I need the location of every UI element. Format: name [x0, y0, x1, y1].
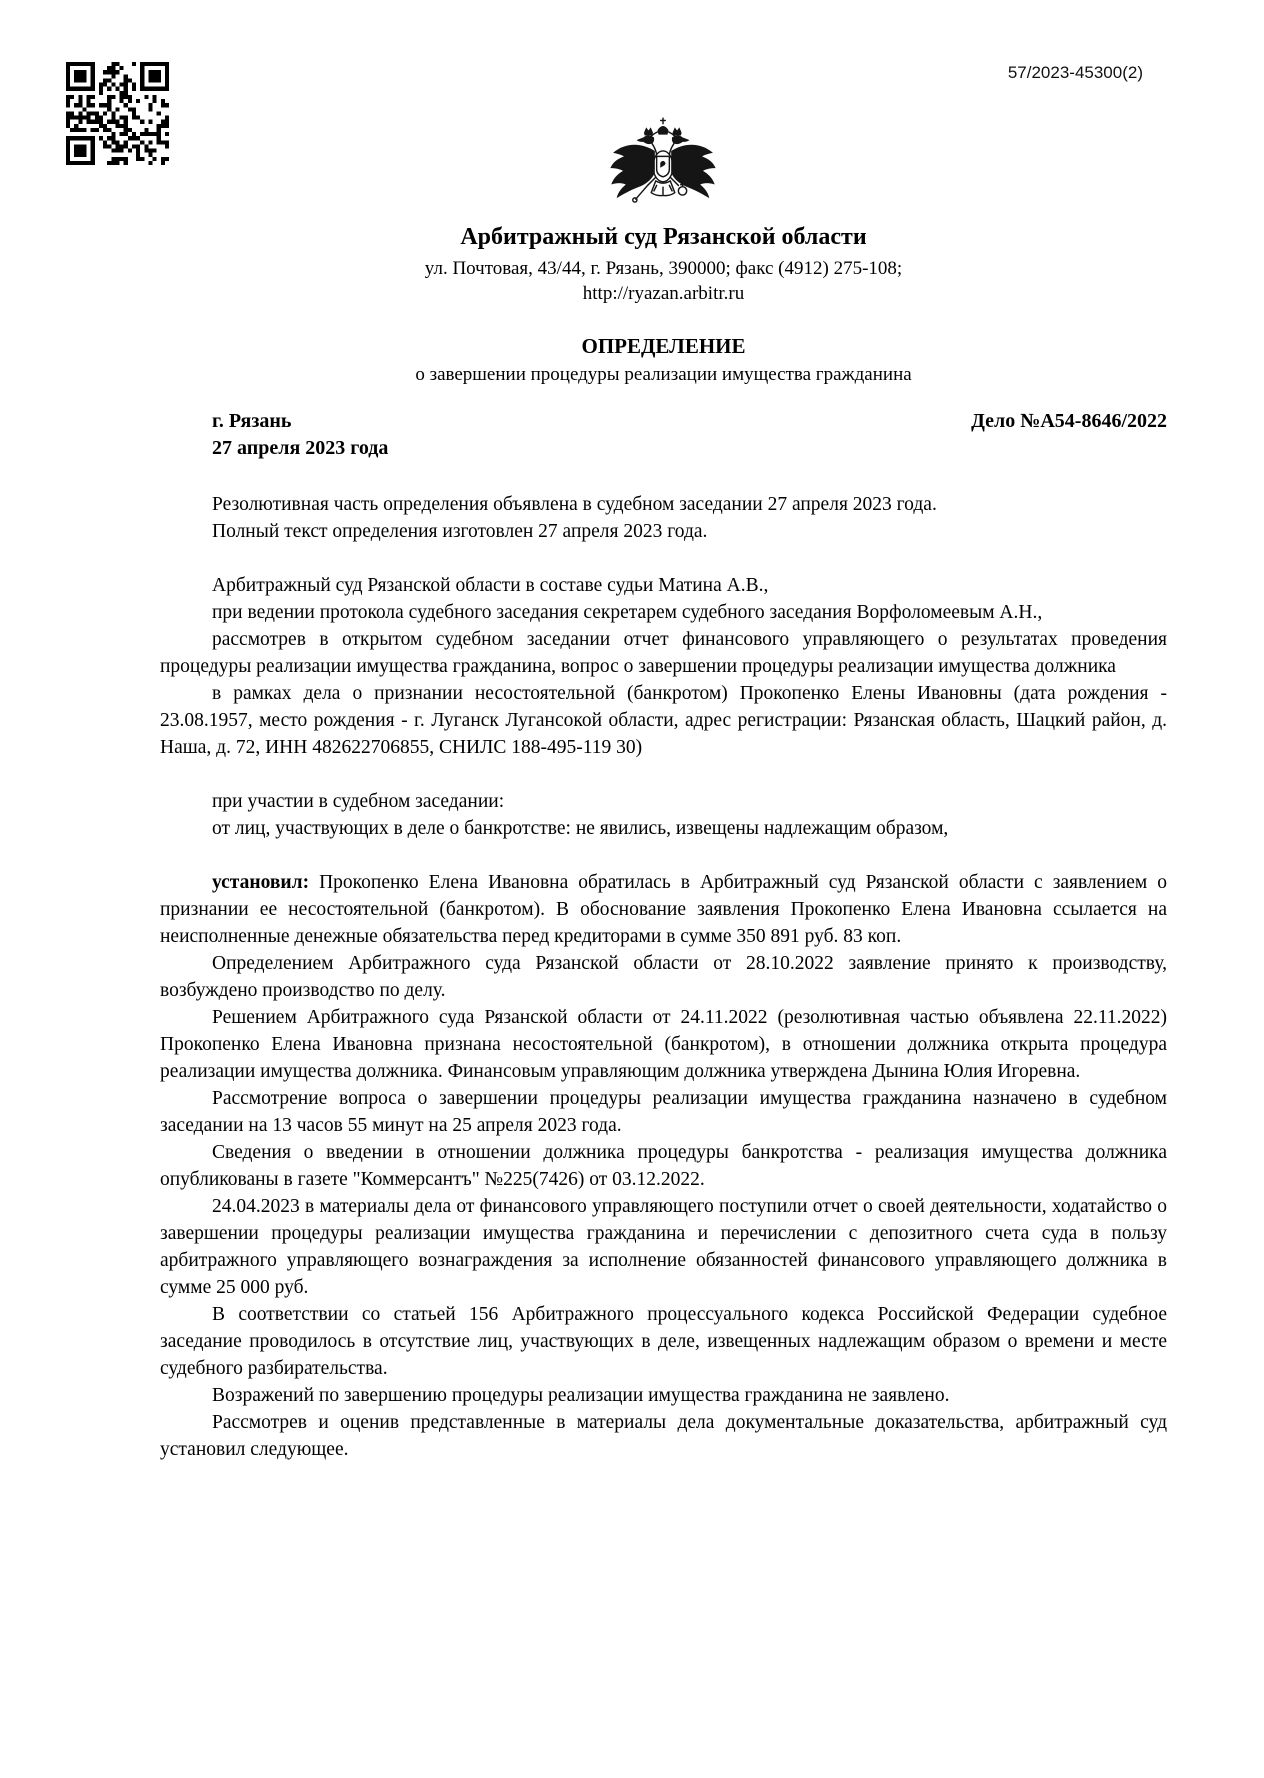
paragraph: рассмотрев в открытом судебном заседании отчет финансового управляющего о результатах проведения процедуры реализации имущества гражданина, вопрос о завершении процедуры реализации имущества должника: [160, 628, 1167, 677]
paragraph: Определением Арбитражного суда Рязанской области от 28.10.2022 заявление принято к производству, возбуждено производство по делу.: [160, 952, 1167, 1001]
paragraph: Полный текст определения изготовлен 27 апреля 2023 года.: [212, 520, 708, 542]
ustanovil-label: установил:: [212, 871, 310, 893]
paragraph: от лиц, участвующих в деле о банкротстве: не явились, извещены надлежащим образом,: [212, 817, 949, 839]
court-name: Арбитражный суд Рязанской области: [460, 224, 867, 250]
paragraph: Резолютивная часть определения объявлена в судебном заседании 27 апреля 2023 года.: [212, 493, 937, 515]
paragraph: Рассмотрев и оценив представленные в материалы дела документальные доказательства, арбитражный суд установил следующее.: [160, 1411, 1167, 1460]
paragraph: при ведении протокола судебного заседания секретарем судебного заседания Ворфоломеевым А.Н.,: [212, 601, 1043, 623]
paragraph: Арбитражный суд Рязанской области в составе судьи Матина А.В.,: [212, 574, 769, 596]
paragraph: Решением Арбитражного суда Рязанской области от 24.11.2022 (резолютивная частью объявлена 22.11.2022) Прокопенко Елена Ивановна признана несостоятельной (банкротом), в отношении должника открыта процедура реализации имущества должника. Финансовым управляющим должника утверждена Дынина Юлия Игоревна.: [160, 1006, 1167, 1082]
document-type-title: ОПРЕДЕЛЕНИЕ: [581, 333, 746, 358]
document-subtitle: о завершении процедуры реализации имущества гражданина: [415, 364, 912, 386]
paragraph: при участии в судебном заседании:: [212, 790, 505, 812]
document-body: [160, 491, 1167, 1463]
paragraph: Возражений по завершению процедуры реализации имущества гражданина не заявлено.: [212, 1384, 950, 1406]
court-address: ул. Почтовая, 43/44, г. Рязань, 390000; факс (4912) 275-108;: [424, 257, 903, 279]
ustanovil-text: Прокопенко Елена Ивановна обратилась в Арбитражный суд Рязанской области с заявлением о признании ее несостоятельной (банкротом). В обоснование заявления Прокопенко Елена Ивановна ссылается на неисполненные денежные обязательства перед кредиторами в сумме 350 891 руб. 83 коп.: [160, 871, 1167, 947]
paragraph: 24.04.2023 в материалы дела от финансового управляющего поступили отчет о своей деятельности, ходатайство о завершении процедуры реализации имущества гражданина и перечислении с депозитного счета суда в пользу арбитражного управляющего вознаграждения за исполнение обязанностей финансового управляющего должника в сумме 25 000 руб.: [160, 1195, 1167, 1298]
paragraph: Рассмотрение вопроса о завершении процедуры реализации имущества гражданина назначено в судебном заседании на 13 часов 55 минут на 25 апреля 2023 года.: [160, 1087, 1167, 1136]
court-website: http://ryazan.arbitr.ru: [582, 283, 745, 305]
court-header: [160, 224, 1167, 388]
decision-date: 27 апреля 2023 года: [212, 436, 389, 459]
paragraph-ustanovil: [160, 869, 1167, 950]
document-content: [160, 224, 1167, 1463]
paragraph: В соответствии со статьей 156 Арбитражного процессуального кодекса Российской Федерации судебное заседание проводилось в отсутствие лиц, участвующих в деле, извещенных надлежащим образом о времени и месте судебного разбирательства.: [160, 1303, 1167, 1379]
case-info-row: [160, 408, 1167, 435]
document-registry-number: 57/2023-45300(2): [1007, 63, 1143, 82]
paragraph: в рамках дела о признании несостоятельной (банкротом) Прокопенко Елены Ивановны (дата рождения - 23.08.1957, место рождения - г. Луганск Лугансокой области, адрес регистрации: Рязанская область, Шацкий район, д. Наша, д. 72, ИНН 482622706855, СНИЛС 188-495-119 30): [160, 682, 1167, 758]
case-number: Дело №А54-8646/2022: [971, 409, 1167, 432]
paragraph: Сведения о введении в отношении должника процедуры банкротства - реализация имущества должника опубликованы в газете "Коммерсантъ" №225(7426) от 03.12.2022.: [160, 1141, 1167, 1190]
russia-coat-of-arms-icon: [604, 114, 722, 226]
city-label: г. Рязань: [212, 409, 292, 432]
